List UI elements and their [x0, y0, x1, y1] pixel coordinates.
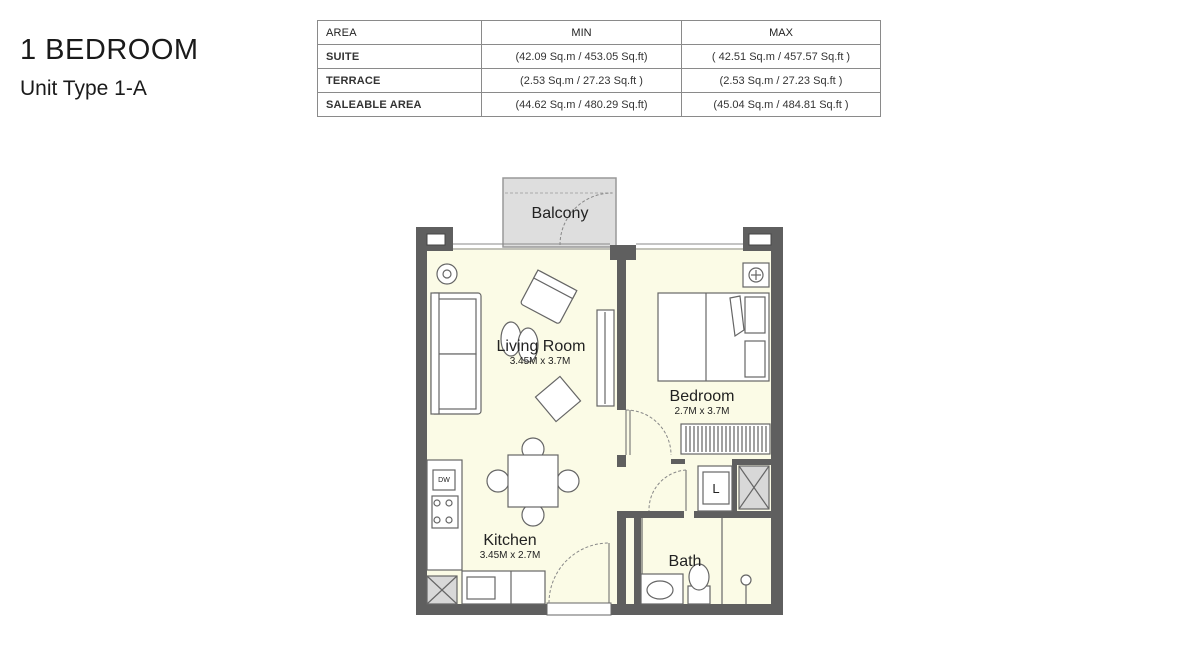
unit-type-subtitle: Unit Type 1-A [20, 77, 147, 100]
bedroom-size: 2.7M x 3.7M [674, 406, 730, 417]
bedroom-label: Bedroom [669, 388, 735, 405]
living-room-size: 3.45M x 3.7M [509, 356, 571, 367]
row-label: SALEABLE AREA [318, 93, 482, 117]
max-cell: (45.04 Sq.m / 484.81 Sq.ft ) [682, 93, 881, 117]
bath-label: Bath [668, 553, 702, 570]
living-room-label: Living Room [496, 338, 586, 355]
dishwasher-label: DW [438, 477, 450, 484]
column-header-min: MIN [482, 21, 682, 45]
row-label: TERRACE [318, 69, 482, 93]
column-header-max: MAX [682, 21, 881, 45]
page-title: 1 BEDROOM [20, 34, 199, 66]
column-header-area: AREA [318, 21, 482, 45]
kitchen-size: 3.45M x 2.7M [479, 550, 541, 561]
wardrobe-hatch [686, 426, 766, 452]
max-cell: ( 42.51 Sq.m / 457.57 Sq.ft ) [682, 45, 881, 69]
kitchen-label: Kitchen [483, 532, 537, 549]
balcony-label: Balcony [531, 205, 589, 222]
max-cell: (2.53 Sq.m / 27.23 Sq.ft ) [682, 69, 881, 93]
min-cell: (44.62 Sq.m / 480.29 Sq.ft) [482, 93, 682, 117]
min-cell: (2.53 Sq.m / 27.23 Sq.ft ) [482, 69, 682, 93]
min-cell: (42.09 Sq.m / 453.05 Sq.ft) [482, 45, 682, 69]
row-label: SUITE [318, 45, 482, 69]
laundry-label: L [712, 481, 720, 496]
